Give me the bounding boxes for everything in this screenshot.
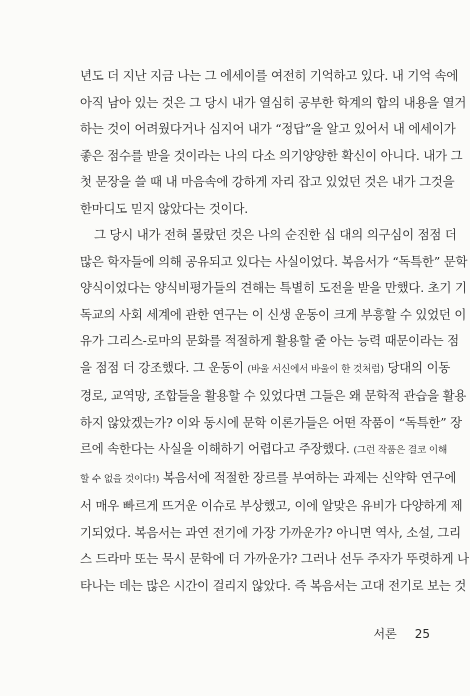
text-line: 타나는 데는 많은 시간이 걸리지 않았다. 즉 복음서는 고대 전기로 보는 것	[80, 577, 467, 593]
parenthetical-note: (그런 작품은 결코 이해	[353, 445, 448, 456]
body-text	[80, 63, 469, 599]
text-line: 기되었다. 복음서는 과연 전기에 가장 가까운가? 아니면 역사, 소설, 그리	[80, 524, 461, 540]
text-line: 서 매우 빠르게 뜨거운 이슈로 부상했고, 이에 알맞은 유비가 다양하게 제	[80, 498, 463, 513]
parenthetical-note: 할 수 없을 것이다!)	[80, 473, 160, 485]
text-line	[80, 436, 448, 465]
text-line: 경로, 교역망, 조합들을 활용할 수 있었다면 그들은 왜 문학적 관습을 활용	[80, 388, 467, 403]
text-line: 년도 더 지난 지금 나는 그 에세이를 여전히 기억하고 있다. 내 기억 속에	[80, 68, 459, 83]
text-line: 유가 그리스-로마의 문화를 적절하게 활용할 줄 아는 능력 때문이라는 점	[80, 333, 459, 348]
page-footer	[0, 625, 430, 642]
text-line: 아직 남아 있는 것은 그 당시 내가 열심히 공부한 학계의 합의 내용을 열거	[80, 94, 467, 110]
parenthetical-note: (바울 서신에서 바울이 한 것처럼)	[247, 363, 384, 375]
text-run: 르에 속한다는 사실을 이해하기 어렵다고 주장했다.	[80, 441, 354, 456]
text-line: 하지 않았겠는가? 이와 동시에 문학 이론가들은 어떤 작품이 “독특한” 장	[80, 414, 462, 430]
text-run: 을 점점 더 강조했다. 그 운동이	[80, 359, 248, 375]
text-line: 한마디도 믿지 않았다는 것이다.	[80, 200, 248, 216]
text-line: 그 당시 내가 전혀 몰랐던 것은 나의 순진한 십 대의 의구심이 점점 더	[94, 227, 457, 242]
text-run: 당대의 이동	[383, 359, 451, 375]
text-line: 첫 문장을 쓸 때 내 마음속에 강하게 자리 잡고 있었던 것은 내가 그것을	[80, 174, 455, 189]
page-number: 25	[414, 627, 430, 641]
text-line: 독교의 사회 세계에 관한 연구는 이 신생 운동이 크게 부흥할 수 있었던 이	[80, 306, 467, 322]
text-line: 좋은 점수를 받을 것이라는 나의 다소 의기양양한 확신이 아니다. 내가 그	[80, 147, 463, 163]
text-line: 하는 것이 어려웠다거나 심지어 내가 “정답”을 알고 있어서 내 에세이가	[80, 121, 456, 136]
text-line	[80, 465, 457, 494]
running-footer-section: 서론	[373, 627, 397, 641]
text-line: 양식이었다는 양식비평가들의 견해는 특별히 도전을 받을 만했다. 초기 기	[80, 280, 467, 295]
text-line	[80, 355, 451, 384]
text-run: 복음서에 적절한 장르를 부여하는 과제는 신약학 연구에	[159, 469, 457, 485]
text-line: 많은 학자들에 의해 공유되고 있다는 사실이었다. 복음서가 “독특한” 문학	[80, 253, 468, 269]
text-line: 스 드라마 또는 묵시 문학에 더 가까운가? 그러나 선두 주자가 뚜렷하게 나	[80, 551, 469, 566]
